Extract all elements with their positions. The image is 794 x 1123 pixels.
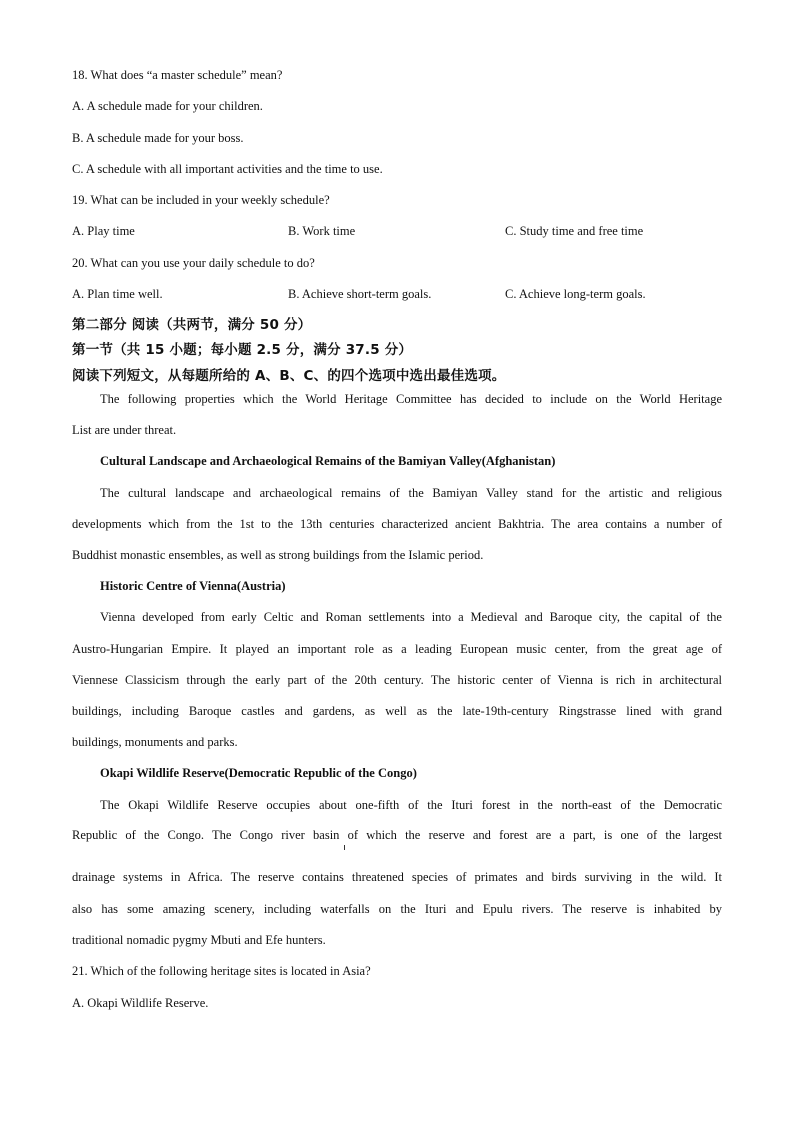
bamiyan-line-2: developments which from the 1st to the 13th centuries characterized ancient Bakhtria. The area contains a number of bbox=[72, 517, 722, 531]
vienna-line-1: Vienna developed from early Celtic and Roman settlements into a Medieval and Baroque city, the capital of the bbox=[100, 610, 722, 624]
section-part-heading: 第二部分 阅读（共两节，满分 50 分） bbox=[72, 317, 312, 333]
q19-option-c: C. Study time and free time bbox=[505, 224, 644, 238]
heading-okapi: Okapi Wildlife Reserve(Democratic Republic of the Congo) bbox=[100, 766, 417, 780]
q19-option-a: A. Play time bbox=[72, 224, 135, 238]
q18-option-b: B. A schedule made for your boss. bbox=[72, 131, 244, 145]
vienna-line-5: buildings, monuments and parks. bbox=[72, 735, 238, 749]
stray-mark bbox=[344, 845, 345, 850]
heading-bamiyan: Cultural Landscape and Archaeological Remains of the Bamiyan Valley(Afghanistan) bbox=[100, 454, 556, 468]
okapi-line-1: The Okapi Wildlife Reserve occupies about one-fifth of the Ituri forest in the north-east of the Democratic bbox=[100, 798, 722, 812]
q19-options bbox=[72, 224, 722, 240]
okapi-line-5: traditional nomadic pygmy Mbuti and Efe hunters. bbox=[72, 933, 326, 947]
bamiyan-line-3: Buddhist monastic ensembles, as well as strong buildings from the Islamic period. bbox=[72, 548, 484, 562]
okapi-line-4: also has some amazing scenery, including waterfalls on the Ituri and Epulu rivers. The reserve is inhabited by bbox=[72, 902, 722, 916]
q21-stem: 21. Which of the following heritage sites is located in Asia? bbox=[72, 964, 371, 978]
vienna-line-4: buildings, including Baroque castles and gardens, as well as the late-19th-century Ringstrasse lined with grand bbox=[72, 704, 722, 718]
q21-option-a: A. Okapi Wildlife Reserve. bbox=[72, 996, 209, 1010]
q20-option-b: B. Achieve short-term goals. bbox=[288, 287, 432, 301]
passage-intro-line-1: The following properties which the World Heritage Committee has decided to include on the World Heritage bbox=[100, 392, 722, 406]
q18-stem: 18. What does “a master schedule” mean? bbox=[72, 68, 283, 82]
q20-option-a: A. Plan time well. bbox=[72, 287, 163, 301]
q19-option-b: B. Work time bbox=[288, 224, 356, 238]
section-subsection-heading: 第一节（共 15 小题；每小题 2.5 分，满分 37.5 分） bbox=[72, 342, 413, 358]
q20-stem: 20. What can you use your daily schedule to do? bbox=[72, 256, 315, 270]
q20-option-c: C. Achieve long-term goals. bbox=[505, 287, 646, 301]
okapi-line-3: drainage systems in Africa. The reserve contains threatened species of primates and birds surviving in the wild. It bbox=[72, 870, 722, 884]
q19-stem: 19. What can be included in your weekly schedule? bbox=[72, 193, 330, 207]
q20-options bbox=[72, 287, 722, 303]
passage-intro-line-2: List are under threat. bbox=[72, 423, 177, 437]
heading-vienna: Historic Centre of Vienna(Austria) bbox=[100, 579, 286, 593]
q18-option-a: A. A schedule made for your children. bbox=[72, 99, 263, 113]
vienna-line-3: Viennese Classicism through the early part of the 20th century. The historic center of Vienna is rich in architectural bbox=[72, 673, 722, 687]
okapi-line-2: Republic of the Congo. The Congo river basin of which the reserve and forest are a part, is one of the largest bbox=[72, 828, 722, 842]
q18-option-c: C. A schedule with all important activities and the time to use. bbox=[72, 162, 383, 176]
vienna-line-2: Austro-Hungarian Empire. It played an important role as a leading European music center, from the great age of bbox=[72, 642, 722, 656]
section-instruction: 阅读下列短文，从每题所给的 A、B、C、的四个选项中选出最佳选项。 bbox=[72, 368, 506, 384]
bamiyan-line-1: The cultural landscape and archaeological remains of the Bamiyan Valley stand for the artistic and religious bbox=[100, 486, 722, 500]
